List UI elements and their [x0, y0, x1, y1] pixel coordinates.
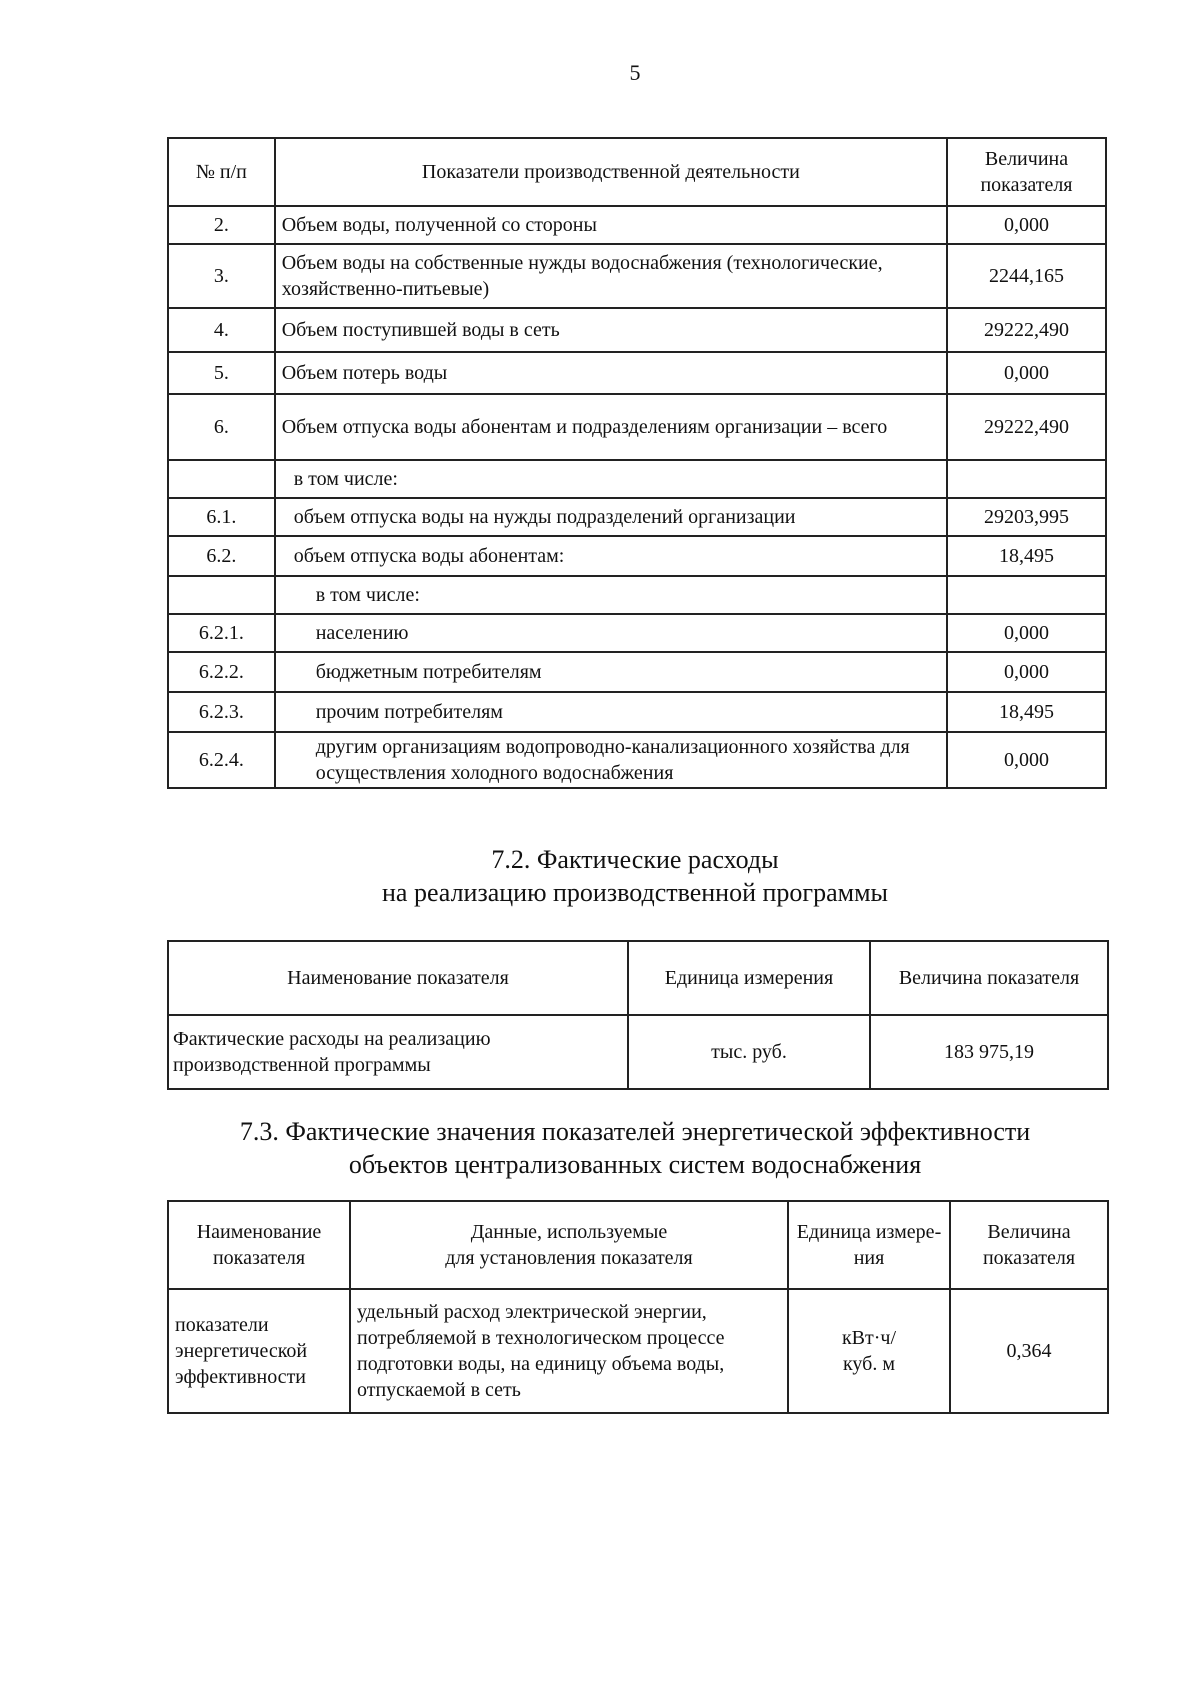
- table-header-row: [168, 138, 1106, 206]
- row-number: 6.2.1.: [168, 614, 275, 652]
- row-name: Фактические расходы на реализацию производственной программы: [168, 1015, 628, 1089]
- row-indicator: в том числе:: [275, 576, 947, 614]
- column-header-name: Наименование показателя: [168, 1201, 350, 1289]
- page-number: 5: [629, 60, 641, 85]
- row-value: 29203,995: [947, 498, 1106, 536]
- column-header-number: № п/п: [168, 138, 275, 206]
- row-value: [947, 460, 1106, 498]
- table-row: [168, 576, 1106, 614]
- table-row: [168, 614, 1106, 652]
- column-header-data-line2: для установления показателя: [445, 1247, 693, 1269]
- table-header-row: [168, 1201, 1108, 1289]
- row-indicator: Объем воды, полученной со стороны: [275, 206, 947, 244]
- row-unit-line2: куб. м: [842, 1353, 895, 1375]
- row-value: [947, 576, 1106, 614]
- row-name: показатели энергетической эффективности: [168, 1289, 350, 1413]
- row-number: 6.2.2.: [168, 652, 275, 692]
- row-number: [168, 460, 275, 498]
- column-header-unit: Единица измере-ния: [788, 1201, 950, 1289]
- row-number: 6.1.: [168, 498, 275, 536]
- row-value: 0,000: [947, 206, 1106, 244]
- row-indicator: в том числе:: [275, 460, 947, 498]
- row-value: 0,000: [947, 652, 1106, 692]
- row-unit: тыс. руб.: [628, 1015, 870, 1089]
- row-number: 6.2.4.: [168, 732, 275, 788]
- table-row: [168, 308, 1106, 352]
- row-indicator: объем отпуска воды абонентам:: [275, 536, 947, 576]
- energy-efficiency-table: [167, 1200, 1109, 1414]
- row-indicator: бюджетным потребителям: [275, 652, 947, 692]
- row-number: 5.: [168, 352, 275, 394]
- column-header-value: Величина показателя: [947, 138, 1106, 206]
- table-row: [168, 460, 1106, 498]
- row-value: 2244,165: [947, 244, 1106, 308]
- row-value: 18,495: [947, 536, 1106, 576]
- section-73-title-line2: объектов централизованных систем водоснабжения: [348, 1150, 922, 1179]
- column-header-value: Величина показателя: [950, 1201, 1108, 1289]
- row-indicator: Объем потерь воды: [275, 352, 947, 394]
- expenses-table: [167, 940, 1109, 1090]
- row-value: 29222,490: [947, 394, 1106, 460]
- section-73-title-line1: 7.3. Фактические значения показателей энергетической эффективности: [239, 1117, 1031, 1146]
- table-row: [168, 1289, 1108, 1413]
- row-value: 29222,490: [947, 308, 1106, 352]
- row-indicator: Объем поступившей воды в сеть: [275, 308, 947, 352]
- row-value: 0,000: [947, 614, 1106, 652]
- row-data: удельный расход электрической энергии, потребляемой в технологическом процессе подготовки воды, на единицу объема воды, отпускаемой в сеть: [350, 1289, 788, 1413]
- production-indicators-table: [167, 137, 1107, 789]
- section-72-heading: [0, 843, 1200, 909]
- row-number: 4.: [168, 308, 275, 352]
- row-value: 0,000: [947, 732, 1106, 788]
- table-row: [168, 244, 1106, 308]
- table-row: [168, 732, 1106, 788]
- row-value: 18,495: [947, 692, 1106, 732]
- table-row: [168, 352, 1106, 394]
- row-indicator: объем отпуска воды на нужды подразделений организации: [275, 498, 947, 536]
- row-indicator: прочим потребителям: [275, 692, 947, 732]
- column-header-name: Наименование показателя: [168, 941, 628, 1015]
- row-value: 183 975,19: [870, 1015, 1108, 1089]
- column-header-unit: Единица измерения: [628, 941, 870, 1015]
- table-row: [168, 498, 1106, 536]
- row-unit-line1: кВт·ч/: [841, 1327, 897, 1349]
- section-72-title-line2: на реализацию производственной программы: [381, 878, 888, 907]
- table-row: [168, 692, 1106, 732]
- row-value: 0,000: [947, 352, 1106, 394]
- row-number: 6.2.: [168, 536, 275, 576]
- row-number: 3.: [168, 244, 275, 308]
- row-number: 2.: [168, 206, 275, 244]
- row-indicator: другим организациям водопроводно-канализационного хозяйства для осуществления холодного водоснабжения: [275, 732, 947, 788]
- section-73-heading: [0, 1115, 1200, 1181]
- row-indicator: Объем отпуска воды абонентам и подразделениям организации – всего: [275, 394, 947, 460]
- table-header-row: [168, 941, 1108, 1015]
- column-header-value: Величина показателя: [870, 941, 1108, 1015]
- column-header-indicator: Показатели производственной деятельности: [275, 138, 947, 206]
- table-row: [168, 536, 1106, 576]
- table-row: [168, 206, 1106, 244]
- row-unit: [788, 1289, 950, 1413]
- row-indicator: населению: [275, 614, 947, 652]
- row-number: [168, 576, 275, 614]
- row-indicator: Объем воды на собственные нужды водоснабжения (технологические, хозяйственно-питьевые): [275, 244, 947, 308]
- table-row: [168, 1015, 1108, 1089]
- column-header-data-line1: Данные, используемые: [470, 1221, 668, 1243]
- row-number: 6.2.3.: [168, 692, 275, 732]
- row-value: 0,364: [950, 1289, 1108, 1413]
- table-row: [168, 394, 1106, 460]
- section-72-title-line1: 7.2. Фактические расходы: [491, 845, 779, 874]
- table-row: [168, 652, 1106, 692]
- column-header-data: [350, 1201, 788, 1289]
- row-number: 6.: [168, 394, 275, 460]
